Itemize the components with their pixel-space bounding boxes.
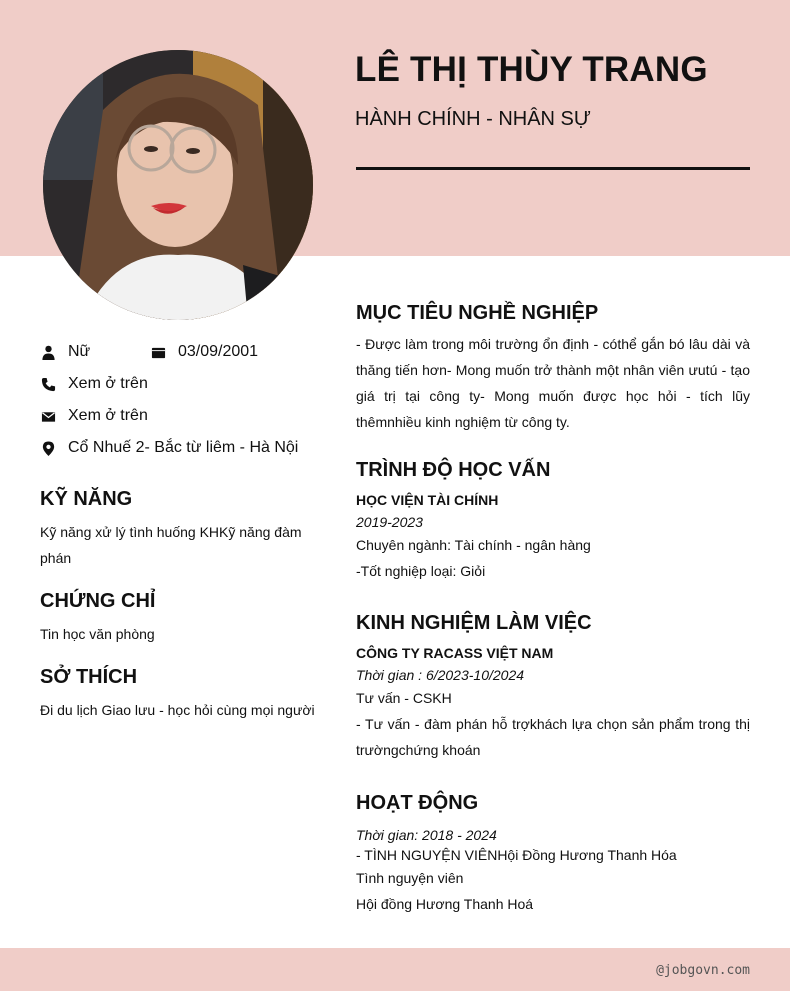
experience-role: Tư vấn - CSKH	[356, 690, 452, 706]
hobbies-section	[40, 666, 320, 723]
education-section	[356, 459, 750, 584]
email-row	[40, 407, 148, 425]
education-major: Chuyên ngành: Tài chính - ngân hàng	[356, 537, 591, 553]
title-divider	[356, 167, 750, 170]
skills-section	[40, 488, 320, 571]
school-name: HỌC VIỆN TÀI CHÍNH	[356, 492, 499, 508]
skills-text: Kỹ năng xử lý tình huống KHKỹ năng đàm phán	[40, 524, 302, 566]
gender-row	[40, 343, 90, 361]
person-icon	[40, 344, 56, 360]
location-pin-icon	[40, 440, 56, 456]
experience-section	[356, 612, 750, 763]
skills-heading: KỸ NĂNG	[40, 488, 133, 510]
experience-description: - Tư vấn - đàm phán hỗ trợkhách lựa chọn sản phẩm trong thị trườngchứng khoán	[356, 716, 750, 758]
activities-line-2: Tình nguyện viên	[356, 870, 464, 886]
certificates-heading: CHỨNG CHỈ	[40, 590, 156, 612]
phone-value: Xem ở trên	[68, 375, 148, 392]
activities-line-3: Hội đồng Hương Thanh Hoá	[356, 896, 534, 912]
candidate-name: LÊ THỊ THÙY TRANG	[355, 50, 708, 89]
phone-row	[40, 375, 148, 393]
company-name: CÔNG TY RACASS VIỆT NAM	[356, 645, 554, 661]
certificates-text: Tin học văn phòng	[40, 626, 155, 642]
job-title: HÀNH CHÍNH - NHÂN SỰ	[355, 108, 591, 130]
objective-heading: MỤC TIÊU NGHỀ NGHIỆP	[356, 302, 599, 324]
experience-period: Thời gian : 6/2023-10/2024	[356, 667, 525, 683]
profile-photo	[43, 50, 313, 320]
objective-section	[356, 302, 750, 435]
hobbies-heading: SỞ THÍCH	[40, 666, 138, 688]
email-value: Xem ở trên	[68, 407, 148, 424]
activities-heading: HOẠT ĐỘNG	[356, 792, 479, 814]
phone-icon	[40, 376, 56, 392]
experience-heading: KINH NGHIỆM LÀM VIỆC	[356, 612, 592, 634]
gender-value: Nữ	[68, 343, 91, 360]
education-heading: TRÌNH ĐỘ HỌC VẤN	[356, 459, 551, 481]
address-value: Cổ Nhuế 2- Bắc từ liêm - Hà Nội	[68, 439, 299, 456]
footer-watermark: @jobgovn.com	[656, 963, 750, 978]
activities-section	[356, 792, 750, 917]
activities-line-1: - TÌNH NGUYỆN VIÊNHội Đồng Hương Thanh Hóa	[356, 847, 677, 863]
mail-icon	[40, 408, 56, 424]
hobbies-text: Đi du lịch Giao lưu - học hỏi cùng mọi người	[40, 702, 315, 718]
certificates-section	[40, 590, 320, 647]
birthday-value: 03/09/2001	[178, 343, 259, 360]
calendar-icon	[150, 344, 166, 360]
activities-period: Thời gian: 2018 - 2024	[356, 827, 497, 843]
birthday-row	[150, 343, 258, 361]
education-grade: -Tốt nghiệp loại: Giỏi	[356, 563, 486, 579]
objective-text: - Được làm trong môi trường ổn định - cóthể gắn bó lâu dài và thăng tiến hơn- Mong muốn trở thành một nhân viên ưutú - tạo giá trị tại công ty- Mong muốn được học hỏi - tích lũy thêmnhiều kinh nghiệm từ công ty.	[356, 336, 750, 430]
education-period: 2019-2023	[356, 514, 423, 530]
address-row	[40, 439, 298, 457]
